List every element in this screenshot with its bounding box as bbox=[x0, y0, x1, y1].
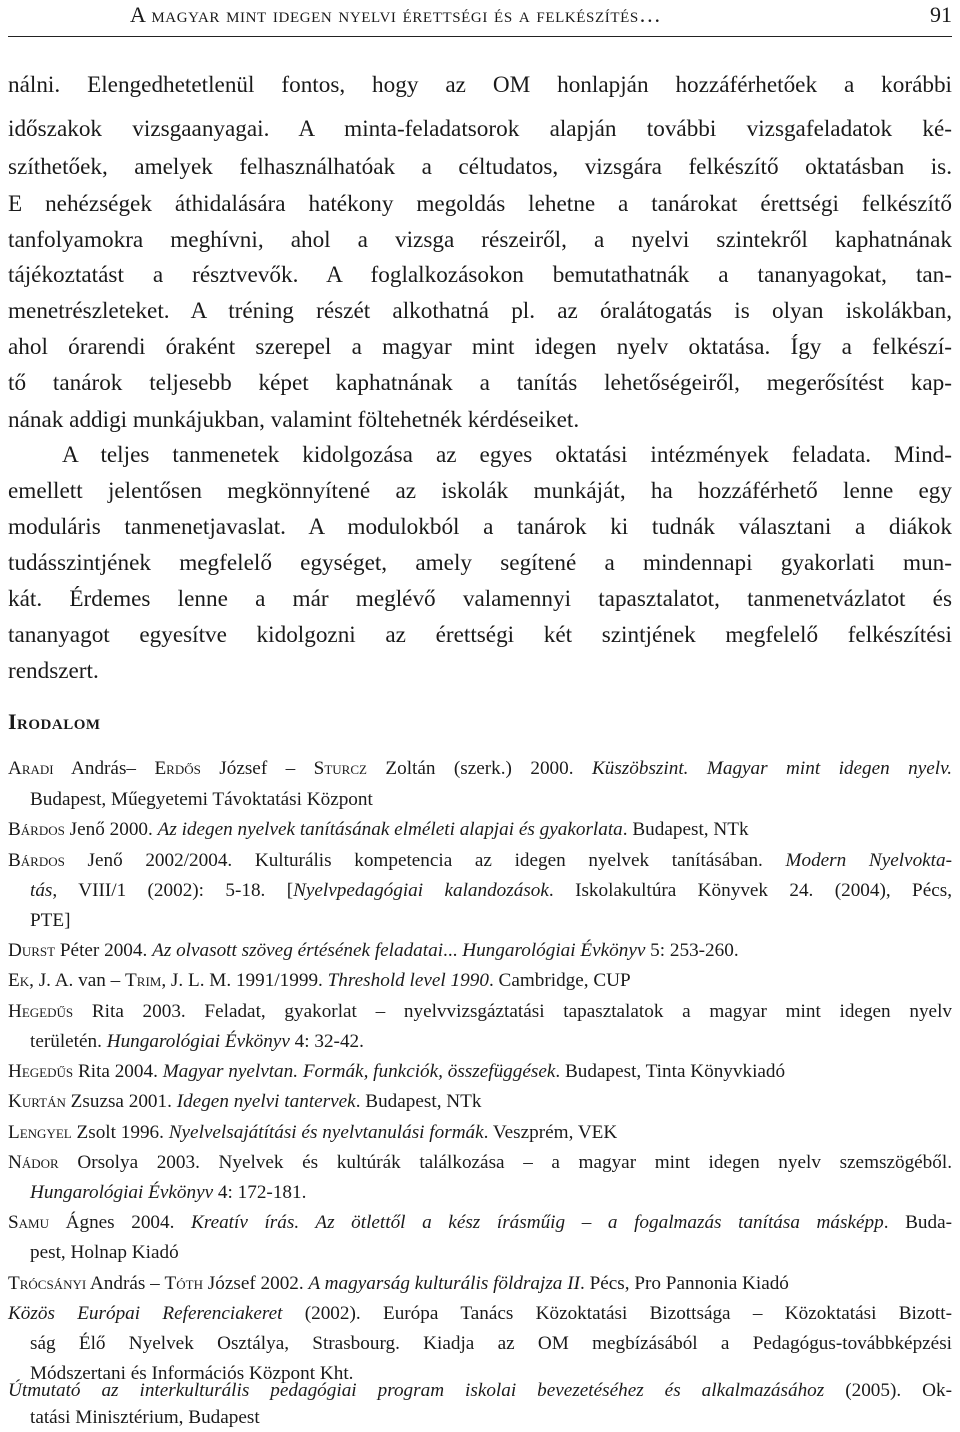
reference-entry: Nádor Orsolya 2003. Nyelvek és kultúrák találkozása – a magyar mint idegen nyelv szemszögéből. bbox=[8, 1152, 952, 1173]
reference-continuation: ság Élő Nyelvek Osztálya, Strasbourg. Kiadja az OM megbízásából a Pedagógus-továbbképzési bbox=[30, 1333, 952, 1354]
body-line: tájékoztatást a résztvevők. A foglalkozásokon bemutathatnák a tananyagokat, tan- bbox=[8, 262, 952, 288]
reference-entry: Kurtán Zsuzsa 2001. Idegen nyelvi tantervek. Budapest, NTk bbox=[8, 1091, 482, 1112]
reference-entry: Lengyel Zsolt 1996. Nyelvelsajátítási és nyelvtanulási formák. Veszprém, VEK bbox=[8, 1122, 618, 1143]
body-line: menetrészleteket. A tréning részét alkothatná pl. az óralátogatás is olyan iskolákban, bbox=[8, 298, 952, 324]
body-line: tudásszintjének megfelelő egységet, amely segítené a mindennapi gyakorlati mun- bbox=[8, 550, 952, 576]
running-header-title: A magyar mint idegen nyelvi érettségi és a felkészítés… bbox=[130, 2, 662, 27]
header-rule bbox=[8, 36, 952, 37]
reference-entry: Hegedűs Rita 2003. Feladat, gyakorlat – nyelvvizsgáztatási tapasztalatok a magyar mint idegen nyelv bbox=[8, 1001, 952, 1022]
body-line: időszakok vizsgaanyagai. A minta-feladatsorok alapján további vizsgafeladatok ké- bbox=[8, 116, 952, 142]
page-number: 91 bbox=[930, 2, 952, 27]
reference-continuation: Hungarológiai Évkönyv 4: 172-181. bbox=[30, 1182, 307, 1203]
reference-continuation: pest, Holnap Kiadó bbox=[30, 1242, 179, 1263]
reference-continuation: Budapest, Műegyetemi Távoktatási Központ bbox=[30, 789, 373, 810]
reference-entry: Samu Ágnes 2004. Kreatív írás. Az ötlettől a kész írásműig – a fogalmazás tanítása másképp. Buda- bbox=[8, 1212, 952, 1233]
reference-entry: Hegedűs Rita 2004. Magyar nyelvtan. Formák, funkciók, összefüggések. Budapest, Tinta Könyvkiadó bbox=[8, 1061, 786, 1082]
body-line: A teljes tanmenetek kidolgozása az egyes oktatási intézmények feladata. Mind- bbox=[62, 442, 952, 468]
body-line: tő tanárok teljesebb képet kaphatnának a tanítás lehetőségeiről, megerősítést kap- bbox=[8, 370, 952, 396]
reference-entry: Ek, J. A. van – Trim, J. L. M. 1991/1999. Threshold level 1990. Cambridge, CUP bbox=[8, 970, 631, 991]
body-line: kát. Érdemes lenne a már meglévő valamennyi tapasztalatot, tanmenetvázlatot és bbox=[8, 586, 952, 612]
reference-entry: Bárdos Jenő 2000. Az idegen nyelvek tanításának elméleti alapjai és gyakorlata. Budapest, NTk bbox=[8, 819, 749, 840]
reference-continuation: tás, VIII/1 (2002): 5-18. [Nyelvpedagógiai kalandozások. Iskolakultúra Könyvek 24. (2004), Pécs, bbox=[30, 880, 952, 901]
section-heading-irodalom: Irodalom bbox=[8, 709, 101, 734]
body-line: rendszert. bbox=[8, 658, 99, 684]
reference-entry: Útmutató az interkulturális pedagógiai program iskolai bevezetéséhez és alkalmazásához (2005). Ok- bbox=[8, 1380, 953, 1401]
body-line: nának addigi munkájukban, valamint föltehetnék kérdéseiket. bbox=[8, 407, 580, 433]
reference-continuation: Módszertani és Információs Központ Kht. bbox=[30, 1363, 354, 1384]
reference-entry: Bárdos Jenő 2002/2004. Kulturális kompetencia az idegen nyelvek tanításában. Modern Nyelvokta- bbox=[8, 850, 952, 871]
reference-continuation: PTE] bbox=[30, 910, 71, 931]
body-line: moduláris tanmenetjavaslat. A modulokból a tanárok ki tudnák választani a diákok bbox=[8, 514, 952, 540]
reference-entry: Aradi András– Erdős József – Sturcz Zoltán (szerk.) 2000. Küszöbszint. Magyar mint idegen nyelv. bbox=[8, 758, 952, 779]
reference-entry: Közös Európai Referenciakeret (2002). Európa Tanács Közoktatási Bizottsága – Közoktatási Bizott- bbox=[8, 1303, 952, 1324]
body-line: E nehézségek áthidalására hatékony megoldás lehetne a tanárokat érettségi felkészítő bbox=[8, 191, 952, 217]
body-line: nálni. Elengedhetetlenül fontos, hogy az OM honlapján hozzáférhetőek a korábbi bbox=[8, 72, 952, 98]
body-line: tananyagot egyesítve kidolgozni az érettségi két szintjének megfelelő felkészítési bbox=[8, 622, 952, 648]
reference-continuation: tatási Minisztérium, Budapest bbox=[30, 1407, 260, 1428]
reference-entry: Durst Péter 2004. Az olvasott szöveg értésének feladatai... Hungarológiai Évkönyv 5: 253-260. bbox=[8, 940, 739, 961]
reference-entry: Trócsányi András – Tóth József 2002. A magyarság kulturális földrajza II. Pécs, Pro Pannonia Kiadó bbox=[8, 1273, 789, 1294]
body-line: emellett jelentősen megkönnyítené az iskolák munkáját, ha hozzáférhető lenne egy bbox=[8, 478, 952, 504]
reference-continuation: területén. Hungarológiai Évkönyv 4: 32-42. bbox=[30, 1031, 364, 1052]
body-line: szíthetőek, amelyek felhasználhatóak a céltudatos, vizsgára felkészítő oktatásban is. bbox=[8, 154, 952, 180]
body-line: tanfolyamokra meghívni, ahol a vizsga részeiről, a nyelvi szintekről kaphatnának bbox=[8, 227, 952, 253]
body-line: ahol órarendi óraként szerepel a magyar mint idegen nyelv oktatása. Így a felkészí- bbox=[8, 334, 952, 360]
